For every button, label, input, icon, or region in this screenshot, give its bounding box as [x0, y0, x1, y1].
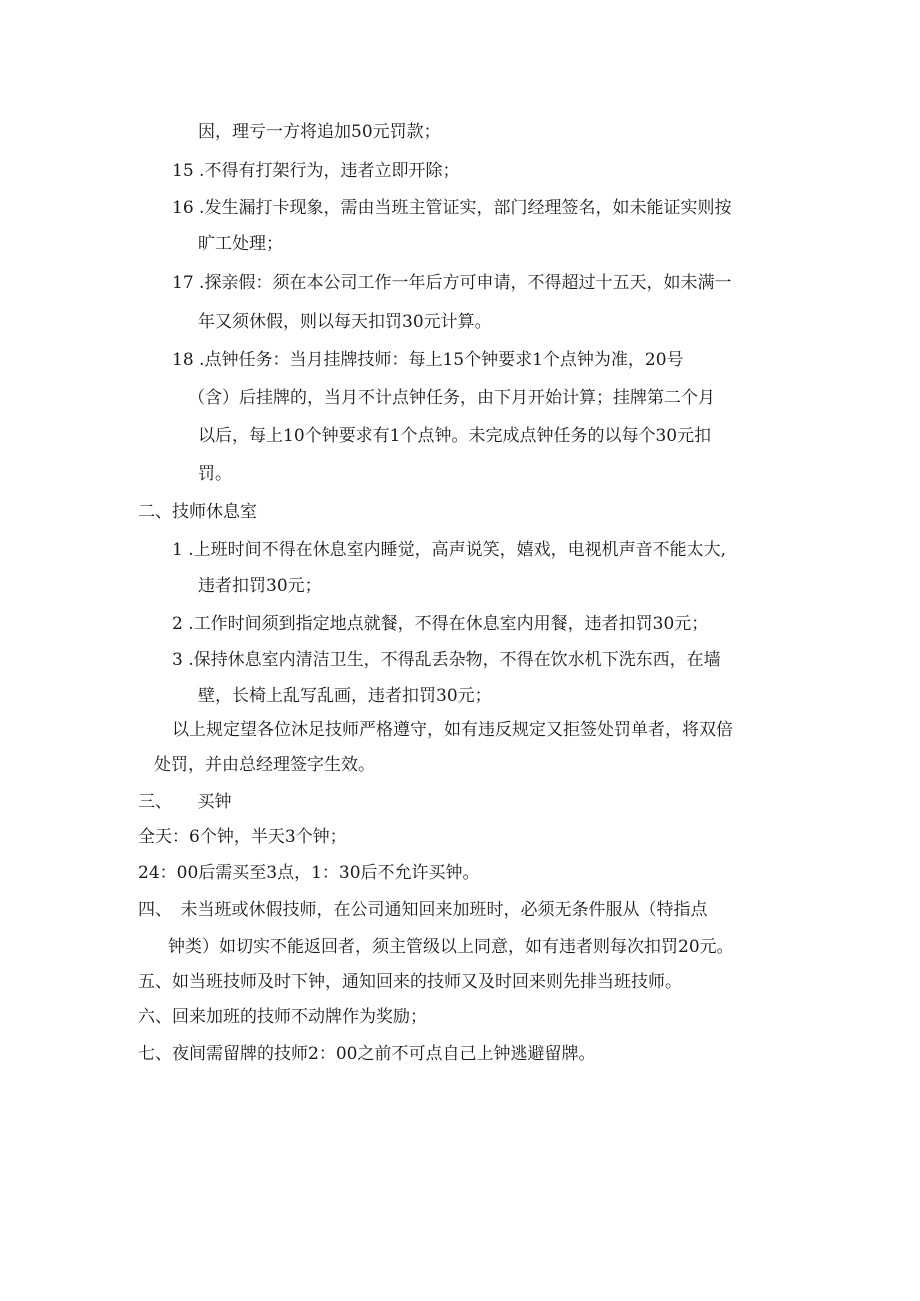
section-4-continuation: 钟类）如切实不能返回者，须主管级以上同意，如有违者则每次扣罚20元。	[168, 937, 734, 957]
closing-note-continuation: 处罚，并由总经理签字生效。	[154, 755, 375, 775]
buy-clock-night: 24：00后需买至3点，1：30后不允许买钟。	[138, 863, 480, 883]
rule-17: 17 .探亲假：须在本公司工作一年后方可申请，不得超过十五天，如未满一	[172, 273, 732, 293]
section-2-heading: 二、技师休息室	[138, 502, 257, 522]
section-6-text: 六、回来加班的技师不动牌作为奖励；	[138, 1007, 427, 1027]
rule-16-continuation: 旷工处理；	[198, 234, 283, 254]
rest-room-rule-1: 1 .上班时间不得在休息室内睡觉，高声说笑，嬉戏，电视机声音不能太大,	[172, 540, 727, 560]
section-3-heading: 三、 买钟	[138, 792, 232, 812]
rule-15: 15 .不得有打架行为，违者立即开除；	[172, 161, 460, 181]
rule-14-continuation: 因，理亏一方将追加50元罚款；	[198, 122, 441, 142]
rule-18-continuation-3: 罚。	[198, 464, 232, 484]
rule-18-continuation-2: 以后，每上10个钟要求有1个点钟。未完成点钟任务的以每个30元扣	[198, 426, 712, 446]
rest-room-rule-1-continuation: 违者扣罚30元；	[198, 576, 322, 596]
rule-18: 18 .点钟任务：当月挂牌技师：每上15个钟要求1个点钟为准，20号	[172, 350, 684, 370]
rest-room-rule-3-continuation: 壁，长椅上乱写乱画，违者扣罚30元；	[198, 686, 492, 706]
rest-room-rule-2: 2 .工作时间须到指定地点就餐，不得在休息室内用餐，违者扣罚30元；	[172, 614, 709, 634]
section-7-text: 七、夜间需留牌的技师2：00之前不可点自己上钟逃避留牌。	[138, 1044, 596, 1064]
rule-17-continuation: 年又须休假，则以每天扣罚30元计算。	[198, 312, 492, 332]
section-5-text: 五、如当班技师及时下钟，通知回来的技师又及时回来则先排当班技师。	[138, 972, 682, 992]
rule-16: 16 .发生漏打卡现象，需由当班主管证实，部门经理签名，如未能证实则按	[172, 198, 732, 218]
section-4-text: 四、 未当班或休假技师，在公司通知回来加班时，必须无条件服从（特指点	[138, 900, 708, 920]
buy-clock-full-day: 全天：6个钟，半天3个钟；	[138, 827, 347, 847]
rest-room-rule-3: 3 .保持休息室内清洁卫生，不得乱丢杂物，不得在饮水机下洗东西，在墙	[172, 650, 721, 670]
rule-18-continuation-1: （含）后挂牌的，当月不计点钟任务，由下月开始计算；挂牌第二个月	[188, 388, 715, 408]
closing-note: 以上规定望各位沐足技师严格遵守，如有违反规定又拒签处罚单者，将双倍	[172, 720, 733, 740]
